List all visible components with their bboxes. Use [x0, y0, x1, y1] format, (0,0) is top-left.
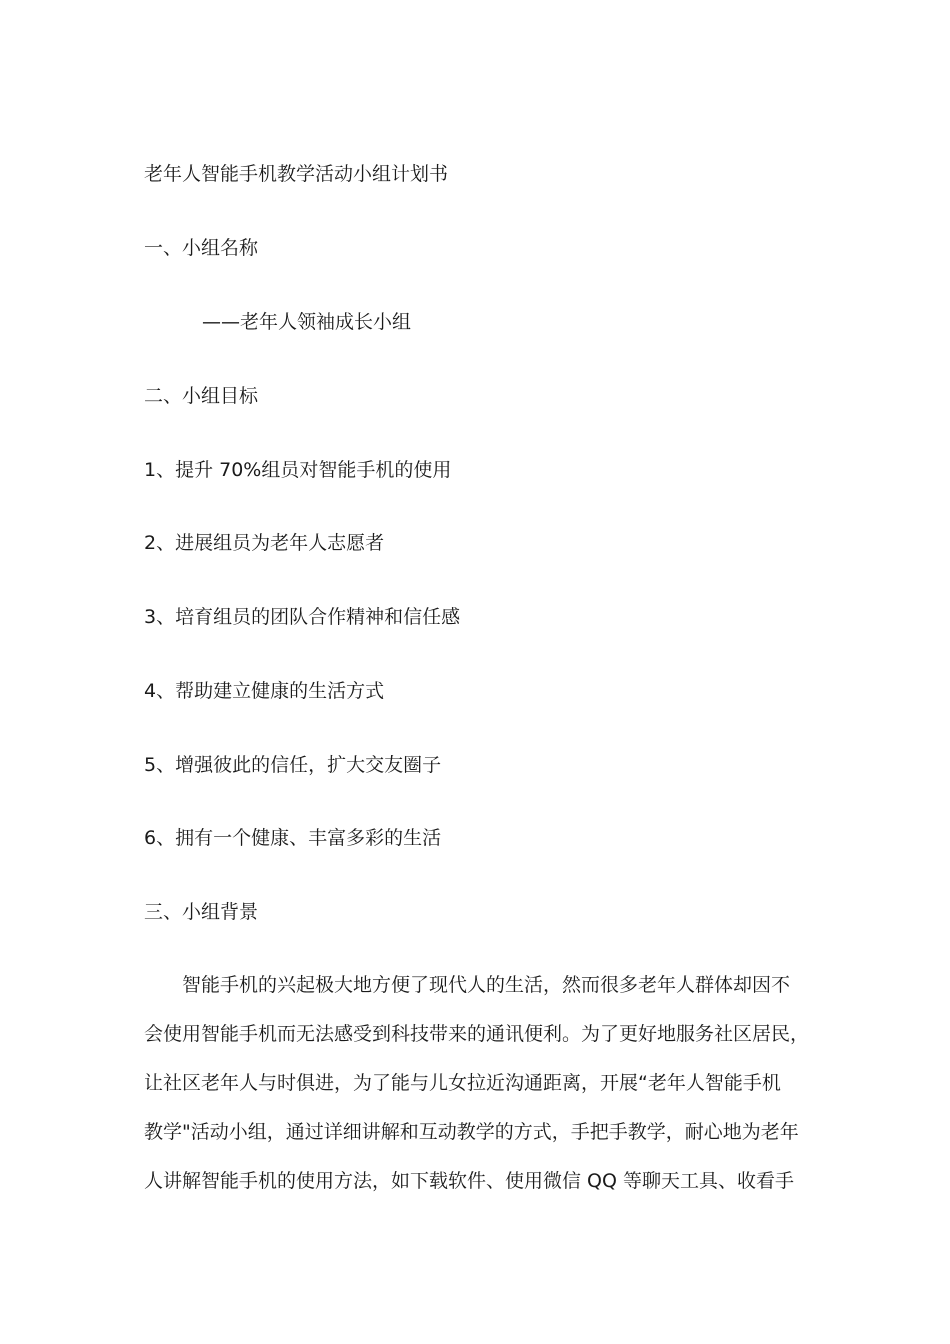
goal-item: 2、进展组员为老年人志愿者 — [144, 532, 385, 554]
document-title: 老年人智能手机教学活动小组计划书 — [144, 163, 449, 185]
goal-item: 5、增强彼此的信任，扩大交友圈子 — [144, 754, 442, 776]
goal-item: 4、帮助建立健康的生活方式 — [144, 680, 385, 702]
paragraph-line: 让社区老年人与时俱进，为了能与儿女拉近沟通距离，开展“老年人智能手机 — [144, 1072, 781, 1094]
background-paragraph — [144, 971, 808, 1201]
goal-item: 6、拥有一个健康、丰富多彩的生活 — [144, 827, 442, 849]
section-heading-name: 一、小组名称 — [144, 237, 259, 259]
section-heading-goals: 二、小组目标 — [144, 385, 259, 407]
goal-item: 1、提升 70%组员对智能手机的使用 — [144, 459, 452, 481]
paragraph-line: 教学"活动小组，通过详细讲解和互动教学的方式，手把手教学，耐心地为老年 — [144, 1121, 799, 1143]
group-name: ——老年人领袖成长小组 — [202, 311, 412, 333]
section-heading-background: 三、小组背景 — [144, 901, 259, 923]
paragraph-line: 会使用智能手机而无法感受到科技带来的通讯便利。为了更好地服务社区居民， — [144, 1023, 810, 1045]
goal-item: 3、培育组员的团队合作精神和信任感 — [144, 606, 461, 628]
paragraph-line: 人讲解智能手机的使用方法，如下载软件、使用微信 QQ 等聊天工具、收看手 — [144, 1170, 794, 1192]
paragraph-line: 智能手机的兴起极大地方便了现代人的生活，然而很多老年人群体却因不 — [182, 974, 791, 996]
